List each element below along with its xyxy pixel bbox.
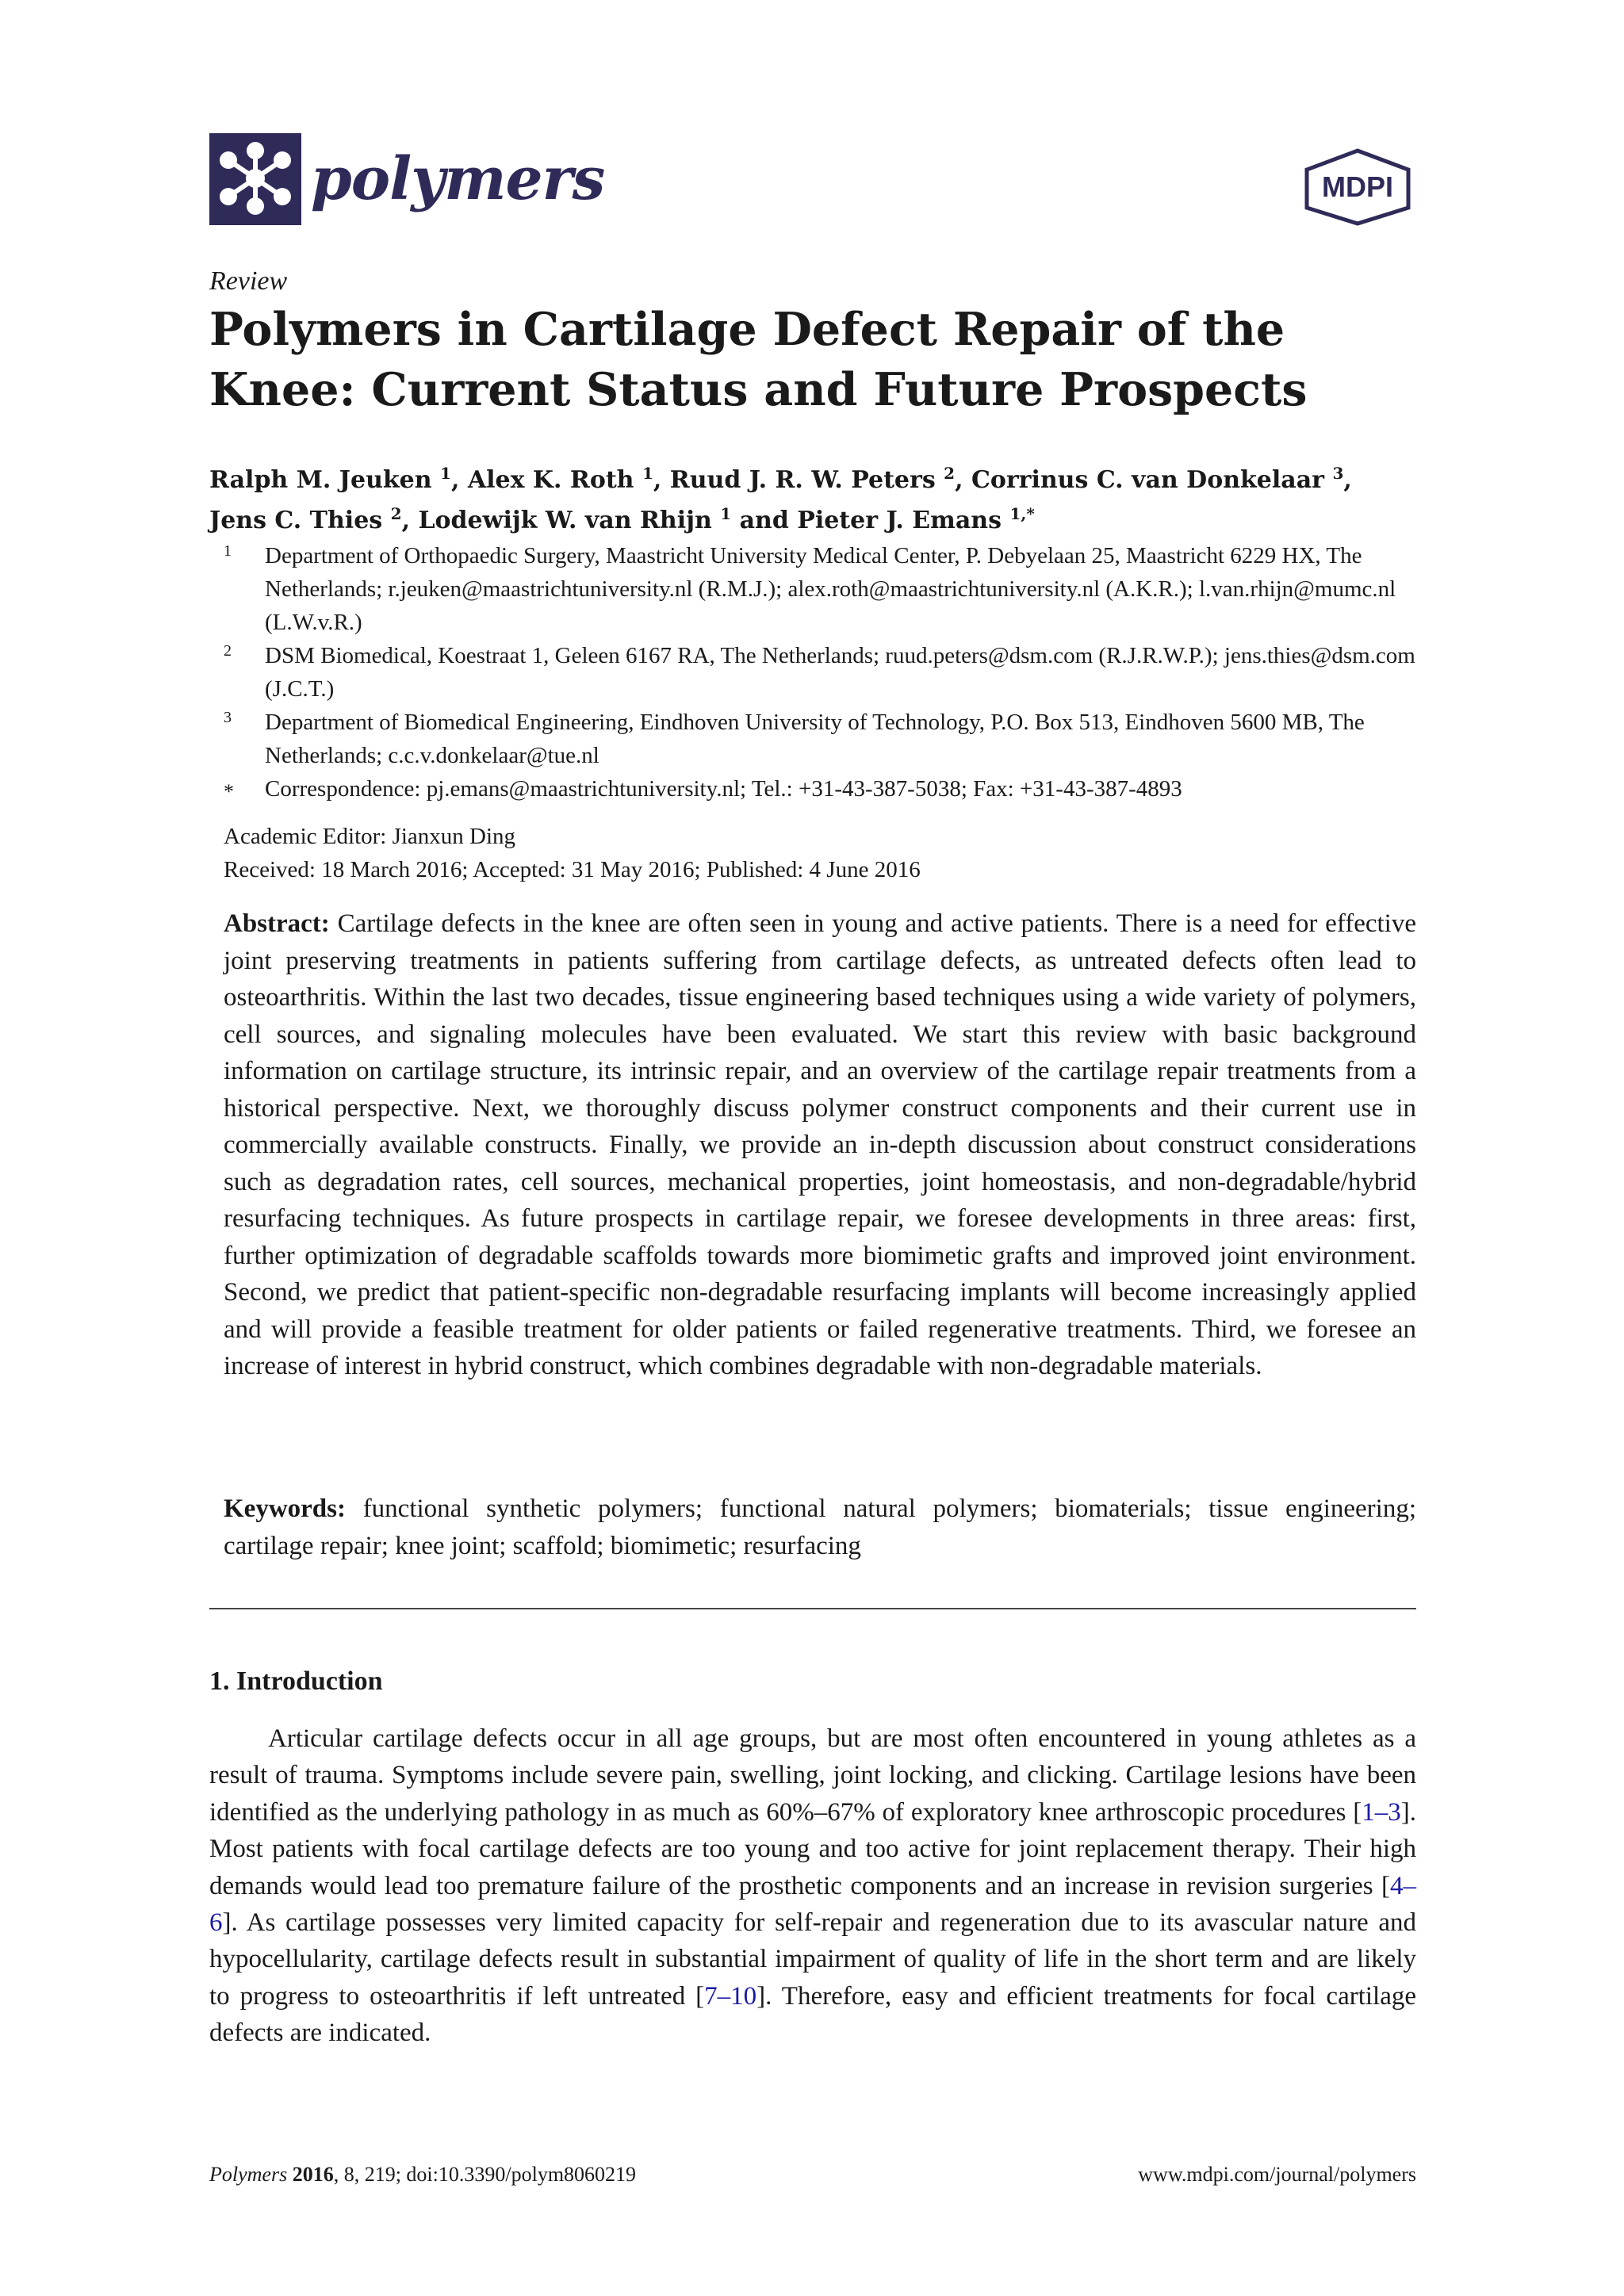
paragraph-text: ]. Most patients with focal cartilage defects are too young and too active for joint replacement therapy. Their high demands would lead too premature failure of the prosthetic components and an increase in revision surgeries [ <box>209 1797 1416 1900</box>
author-affiliation-marker: 1,* <box>1009 504 1035 523</box>
author: Pieter J. Emans <box>797 507 1002 534</box>
affiliation <box>224 539 1429 639</box>
correspondence-text: Correspondence: pj.emans@maastrichtuniversity.nl; Tel.: +31-43-387-5038; Fax: +31-43-387-4893 <box>265 776 1182 802</box>
correspondence-marker: * <box>224 780 234 803</box>
footer-journal: Polymers <box>209 2163 288 2186</box>
journal-name: polymers <box>311 145 605 213</box>
citation-link[interactable]: 7–10 <box>704 1981 757 2011</box>
author: Jens C. Thies <box>209 507 383 534</box>
publication-dates: Received: 18 March 2016; Accepted: 31 May 2016; Published: 4 June 2016 <box>224 857 921 882</box>
author-affiliation-marker: 1 <box>440 464 451 483</box>
paragraph-text: ]. As cartilage possesses very limited capacity for self-repair and regeneration due to its avascular nature and hypocellularity, cartilage defects result in substantial impairment of quality of life in the short term and are likely to progress to osteoarthritis if left untreated [ <box>209 1908 1416 2011</box>
author-affiliation-marker: 3 <box>1332 464 1344 483</box>
affiliation-text: DSM Biomedical, Koestraat 1, Geleen 6167 RA, The Netherlands; ruud.peters@dsm.com (R.J.R.W.P.); jens.thies@dsm.com (J.C.T.) <box>265 643 1415 702</box>
section-heading: 1. Introduction <box>209 1667 383 1696</box>
author: Corrinus C. van Donkelaar <box>971 466 1324 494</box>
author: Ruud J. R. W. Peters <box>669 466 936 494</box>
affiliation-text: Department of Orthopaedic Surgery, Maastricht University Medical Center, P. Debyelaan 25, Maastricht 6229 HX, The Netherlands; r.jeuken@maastrichtuniversity.nl (R.M.J.); alex.roth@maastrichtuniversity.nl (A.K.R.); l.van.rhijn@mumc.nl (L.W.v.R.) <box>265 543 1396 635</box>
footer-doi: , 8, 219; doi:10.3390/polym8060219 <box>333 2163 637 2186</box>
paragraph-text: ]. Therefore, easy and efficient treatments for focal cartilage defects are indicated. <box>209 1981 1417 2048</box>
citation-link[interactable]: 1–3 <box>1362 1797 1401 1827</box>
abstract <box>224 905 1416 1385</box>
keywords <box>224 1490 1416 1564</box>
academic-editor: Academic Editor: Jianxun Ding <box>224 824 516 849</box>
footer-url[interactable]: www.mdpi.com/journal/polymers <box>1138 2163 1416 2186</box>
author-affiliation-marker: 1 <box>720 504 732 523</box>
abstract-text: Cartilage defects in the knee are often seen in young and active patients. There is a need for effective joint preserving treatments in patients suffering from cartilage defects, as untreated defects often lead to osteoarthritis. Within the last two decades, tissue engineering based techniques using a wide variety of polymers, cell sources, and signaling molecules have been evaluated. We start this review with basic background information on cartilage structure, its intrinsic repair, and an overview of the cartilage repair treatments from a historical perspective. Next, we thoroughly discuss polymer construct components and their current use in commercially available constructs. Finally, we provide an in-depth discussion about construct considerations such as degradation rates, cell sources, mechanical properties, joint homeostasis, and non-degradable/hybrid resurfacing techniques. As future prospects in cartilage repair, we foresee developments in three areas: first, further optimization of degradable scaffolds towards more biomimetic grafts and improved joint environment. Second, we predict that patient-specific non-degradable resurfacing implants will become increasingly applied and will provide a feasible treatment for older patients or failed regenerative treatments. Third, we foresee an increase of interest in hybrid construct, which combines degradable with non-degradable materials. <box>224 909 1416 1380</box>
affiliation <box>224 706 1429 772</box>
author-affiliation-marker: 1 <box>642 464 653 483</box>
author: Alex K. Roth <box>467 466 634 494</box>
footer-year: 2016 <box>292 2163 334 2186</box>
correspondence <box>224 772 1429 806</box>
journal-logo <box>209 133 604 225</box>
intro-paragraph <box>209 1720 1416 2052</box>
footer-citation <box>209 2163 636 2187</box>
affiliation-marker: 3 <box>224 709 232 726</box>
mdpi-logo-icon <box>1300 147 1415 227</box>
mdpi-logo-text: MDPI <box>1322 170 1393 203</box>
article-title: Polymers in Cartilage Defect Repair of the Knee: Current Status and Future Prospects <box>209 303 1308 416</box>
abstract-label: Abstract: <box>224 909 330 938</box>
author-list: Ralph M. Jeuken $^1$, Alex K. Roth $^1$, Ruud J. R. W. Peters $^2$, Corrinus C. van Donkelaar $^3$, Jens C. Thies $^2$, Lodewijk W. van Rhijn $^1$ and Pieter J. Emans $^{1,*}$ <box>209 464 1352 534</box>
section-divider <box>209 1608 1416 1609</box>
polymers-logo-icon <box>209 133 301 225</box>
affiliation-marker: 2 <box>224 642 232 660</box>
affiliation <box>224 639 1429 706</box>
keywords-text: functional synthetic polymers; functional natural polymers; biomaterials; tissue engineering; cartilage repair; knee joint; scaffold; biomimetic; resurfacing <box>224 1494 1416 1560</box>
affiliation-marker: 1 <box>224 542 232 560</box>
author: Lodewijk W. van Rhijn <box>418 507 712 534</box>
affiliation-text: Department of Biomedical Engineering, Eindhoven University of Technology, P.O. Box 513, Eindhoven 5600 MB, The Netherlands; c.c.v.donkelaar@tue.nl <box>265 710 1365 768</box>
author: Ralph M. Jeuken <box>209 466 432 494</box>
author-affiliation-marker: 2 <box>944 464 956 483</box>
keywords-label: Keywords: <box>224 1494 346 1523</box>
author-affiliation-marker: 2 <box>390 504 402 523</box>
article-type: Review <box>209 266 288 296</box>
paragraph-text: Articular cartilage defects occur in all age groups, but are most often encountered in young athletes as a result of trauma. Symptoms include severe pain, swelling, joint locking, and clicking. Cartilage lesions have been identified as the underlying pathology in as much as 60%–67% of exploratory knee arthroscopic procedures [ <box>209 1724 1416 1827</box>
citation-link[interactable]: 4–6 <box>209 1871 1416 1938</box>
